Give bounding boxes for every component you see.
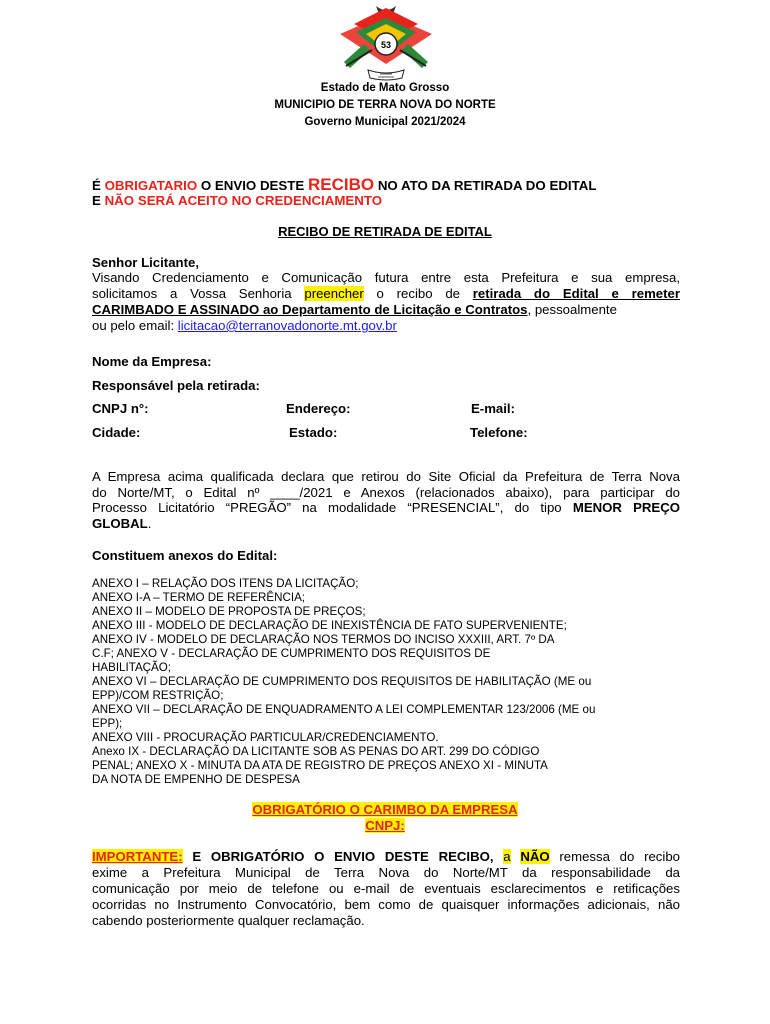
svg-text:53: 53	[380, 40, 392, 50]
important-space	[511, 849, 521, 864]
important-line-2: exime a Prefeitura Municipal de Terra Nova do Norte/MT da responsabilidade da	[92, 865, 680, 880]
field-responsible: Responsável pela retirada:	[92, 378, 260, 393]
important-text: E OBRIGATÓRIO O ENVIO DESTE RECIBO,	[182, 849, 504, 864]
annex-item: ANEXO IV - MODELO DE DECLARAÇÃO NOS TERMOS DO INCISO XXXIII, ART. 7º DA	[92, 633, 555, 646]
intro-fill-highlight: preencher	[304, 286, 364, 301]
email-link[interactable]: licitacao@terranovadonorte.mt.gov.br	[177, 318, 397, 333]
important-line-3: comunicação por meio de telefone ou e-mail de eventuais esclarecimentos e retificações	[92, 881, 680, 896]
annex-item: PENAL; ANEXO X - MINUTA DA ATA DE REGISTRO DE PREÇOS ANEXO XI - MINUTA	[92, 759, 548, 772]
header-municipality: MUNICIPIO DE TERRA NOVA DO NORTE	[274, 99, 496, 111]
field-cnpj: CNPJ n°:	[92, 401, 149, 416]
annex-item: Anexo IX - DECLARAÇÃO DA LICITANTE SOB AS PENAS DO ART. 299 DO CÓDIGO	[92, 745, 540, 758]
declaration-text: .	[147, 516, 152, 531]
field-address: Endereço:	[286, 401, 351, 416]
stamp-required: OBRIGATÓRIO O CARIMBO DA EMPRESA	[252, 802, 518, 817]
declaration-global: GLOBAL	[92, 516, 148, 531]
notice-line-2	[92, 193, 382, 208]
important-highlight: a	[503, 849, 511, 864]
declaration-line-4	[92, 516, 151, 532]
annex-item: ANEXO I-A – TERMO DE REFERÊNCIA;	[92, 591, 306, 604]
important-nao: NÃO	[520, 849, 550, 864]
intro-line-1: Visando Credenciamento e Comunicação futura entre esta Prefeitura e sua empresa,	[92, 270, 680, 285]
notice-not-accepted: NÃO SERÁ ACEITO NO CREDENCIAMENTO	[104, 193, 383, 208]
important-line-5: cabendo posteriormente qualquer reclamação.	[92, 913, 365, 928]
notice-line-1	[92, 175, 596, 195]
intro-text: ou pelo email:	[92, 318, 178, 333]
important-text: remessa do recibo	[549, 849, 680, 864]
salutation: Senhor Licitante,	[92, 255, 199, 270]
annex-item: ANEXO VIII - PROCURAÇÃO PARTICULAR/CREDENCIAMENTO.	[92, 731, 439, 744]
important-line-4: ocorridas no Instrumento Convocatório, bem como de quaisquer informações adicionais, não	[92, 897, 680, 912]
field-state: Estado:	[289, 425, 338, 440]
important-label: IMPORTANTE:	[92, 849, 183, 864]
intro-remit: retirada do Edital e remeter	[472, 286, 680, 301]
declaration-line-3	[92, 500, 680, 516]
annex-item: ANEXO III - MODELO DE DECLARAÇÃO DE INEXISTÊNCIA DE FATO SUPERVENIENTE;	[92, 619, 567, 632]
intro-line-2	[92, 286, 680, 302]
annex-item: ANEXO I – RELAÇÃO DOS ITENS DA LICITAÇÃO;	[92, 577, 359, 590]
intro-text: solicitamos a Vossa Senhoria	[92, 286, 305, 301]
declaration-line-2: do Norte/MT, o Edital nº ____/2021 e Anexos (relacionados abaixo), para participar do	[92, 485, 680, 500]
receipt-title: RECIBO DE RETIRADA DE EDITAL	[278, 224, 492, 239]
declaration-text: Processo Licitatório “PREGÃO” na modalidade “PRESENCIAL”, do tipo	[92, 500, 573, 515]
declaration-lowest-price: MENOR PREÇO	[572, 500, 680, 515]
stamp-cnpj: CNPJ:	[365, 818, 405, 833]
annex-item: ANEXO VII – DECLARAÇÃO DE ENQUADRAMENTO A LEI COMPLEMENTAR 123/2006 (ME ou	[92, 703, 596, 716]
stamp-line-2	[0, 818, 770, 834]
annex-item: DA NOTA DE EMPENHO DE DESPESA	[92, 773, 300, 786]
important-line-1	[92, 849, 680, 865]
header-state: Estado de Mato Grosso	[320, 82, 450, 94]
annex-item: ANEXO VI – DECLARAÇÃO DE CUMPRIMENTO DOS REQUISITOS DE HABILITAÇÃO (ME ou	[92, 675, 592, 688]
intro-line-3	[92, 302, 617, 318]
stamp-line-1	[0, 802, 770, 818]
notice-text: NO ATO DA RETIRADA DO EDITAL	[374, 178, 597, 193]
annex-item: C.F; ANEXO V - DECLARAÇÃO DE CUMPRIMENTO DOS REQUISITOS DE	[92, 647, 491, 660]
annex-item: HABILITAÇÃO;	[92, 661, 172, 674]
annex-item: EPP)/COM RESTRIÇÃO;	[92, 689, 224, 702]
annex-item: ANEXO II – MODELO DE PROPOSTA DE PREÇOS;	[92, 605, 366, 618]
intro-line-4	[92, 318, 397, 334]
field-company: Nome da Empresa:	[92, 354, 212, 369]
coat-of-arms-logo	[336, 4, 436, 86]
declaration-line-1: A Empresa acima qualificada declara que retirou do Site Oficial da Prefeitura de Terra Nova	[92, 469, 680, 484]
notice-text: O ENVIO DESTE	[197, 178, 308, 193]
intro-text: , pessoalmente	[527, 302, 617, 317]
intro-text: o recibo de	[363, 286, 473, 301]
notice-text: É	[92, 178, 105, 193]
notice-recibo: RECIBO	[308, 175, 375, 194]
header-government: Governo Municipal 2021/2024	[304, 116, 466, 128]
notice-text: E	[92, 193, 105, 208]
field-email: E-mail:	[471, 401, 515, 416]
field-phone: Telefone:	[470, 425, 528, 440]
field-city: Cidade:	[92, 425, 141, 440]
notice-obligatory: OBRIGATARIO	[104, 178, 198, 193]
annex-item: EPP);	[92, 717, 123, 730]
annexes-title: Constituem anexos do Edital:	[92, 548, 278, 563]
intro-stamped-signed: CARIMBADO E ASSINADO ao Departamento de Licitação e Contratos	[92, 302, 528, 317]
